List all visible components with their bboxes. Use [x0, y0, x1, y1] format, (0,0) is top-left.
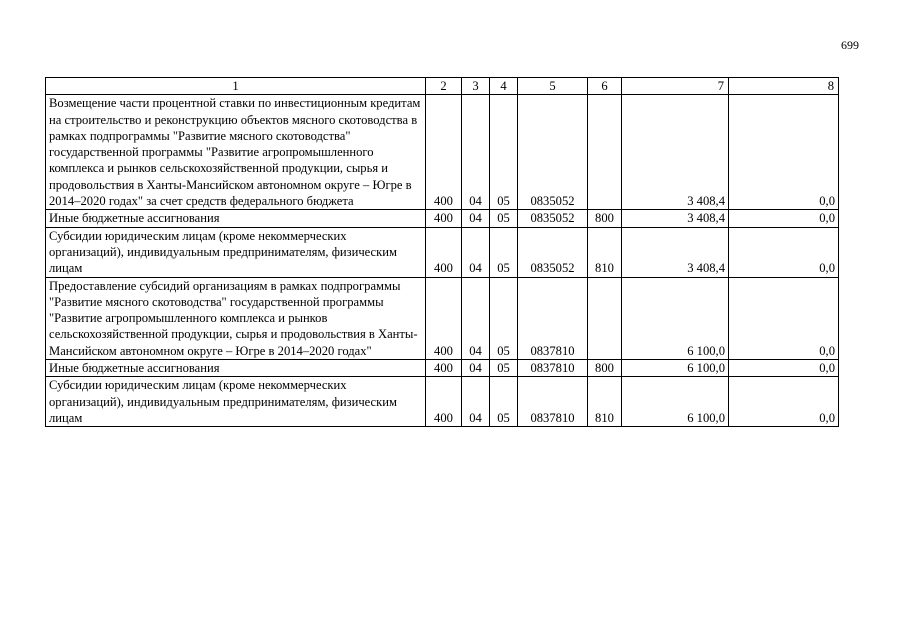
- cell-subsection: 05: [490, 95, 518, 210]
- column-header: 6: [588, 78, 622, 95]
- cell-target-code: 0835052: [518, 210, 588, 227]
- cell-ministry: 400: [426, 210, 462, 227]
- cell-expense-type: 800: [588, 360, 622, 377]
- table-row: [46, 210, 839, 227]
- table-row: [46, 277, 839, 359]
- cell-amount-2: 0,0: [729, 227, 839, 277]
- row-name: Субсидии юридическим лицам (кроме некоммерческих организаций), индивидуальным предпринимателям, физическим лицам: [46, 377, 426, 427]
- cell-amount-2: 0,0: [729, 95, 839, 210]
- column-header: 2: [426, 78, 462, 95]
- cell-amount: 6 100,0: [622, 277, 729, 359]
- cell-section: 04: [462, 277, 490, 359]
- cell-section: 04: [462, 210, 490, 227]
- cell-subsection: 05: [490, 277, 518, 359]
- row-name: Иные бюджетные ассигнования: [46, 210, 426, 227]
- table-row: [46, 360, 839, 377]
- row-name: Иные бюджетные ассигнования: [46, 360, 426, 377]
- cell-section: 04: [462, 377, 490, 427]
- cell-subsection: 05: [490, 360, 518, 377]
- cell-section: 04: [462, 227, 490, 277]
- cell-expense-type: [588, 277, 622, 359]
- cell-amount-2: 0,0: [729, 360, 839, 377]
- cell-amount: 6 100,0: [622, 377, 729, 427]
- cell-subsection: 05: [490, 377, 518, 427]
- cell-amount-2: 0,0: [729, 210, 839, 227]
- cell-ministry: 400: [426, 227, 462, 277]
- column-header: 3: [462, 78, 490, 95]
- cell-ministry: 400: [426, 277, 462, 359]
- cell-amount-2: 0,0: [729, 277, 839, 359]
- table-row: [46, 95, 839, 210]
- page-number: 699: [841, 38, 859, 52]
- cell-amount-2: 0,0: [729, 377, 839, 427]
- cell-ministry: 400: [426, 360, 462, 377]
- table-header-row: [46, 78, 839, 95]
- cell-amount: 3 408,4: [622, 95, 729, 210]
- column-header: 1: [46, 78, 426, 95]
- cell-expense-type: 810: [588, 377, 622, 427]
- column-header: 7: [622, 78, 729, 95]
- column-header: 8: [729, 78, 839, 95]
- column-header: 4: [490, 78, 518, 95]
- cell-expense-type: [588, 95, 622, 210]
- cell-amount: 3 408,4: [622, 210, 729, 227]
- cell-expense-type: 810: [588, 227, 622, 277]
- cell-target-code: 0837810: [518, 360, 588, 377]
- cell-ministry: 400: [426, 377, 462, 427]
- row-name: Возмещение части процентной ставки по инвестиционным кредитам на строительство и реконструкцию объектов мясного скотоводства в рамках подпрограммы "Развитие мясного скотоводства" государственной программы "Развитие агропромышленного комплекса и рынков сельскохозяйственной продукции, сырья и продовольствия в Ханты-Мансийском автономном округе – Югре в 2014–2020 годах" за счет средств федерального бюджета: [46, 95, 426, 210]
- budget-table: [45, 77, 839, 427]
- cell-amount: 3 408,4: [622, 227, 729, 277]
- cell-target-code: 0835052: [518, 95, 588, 210]
- cell-section: 04: [462, 95, 490, 210]
- row-name: Субсидии юридическим лицам (кроме некоммерческих организаций), индивидуальным предпринимателям, физическим лицам: [46, 227, 426, 277]
- cell-target-code: 0837810: [518, 277, 588, 359]
- row-name: Предоставление субсидий организациям в рамках подпрограммы "Развитие мясного скотоводства" государственной программы "Развитие агропромышленного комплекса и рынков сельскохозяйственной продукции, сырья и продовольствия в Ханты-Мансийском автономном округе – Югре в 2014–2020 годах": [46, 277, 426, 359]
- table-row: [46, 227, 839, 277]
- column-header: 5: [518, 78, 588, 95]
- cell-target-code: 0837810: [518, 377, 588, 427]
- cell-ministry: 400: [426, 95, 462, 210]
- cell-amount: 6 100,0: [622, 360, 729, 377]
- table-row: [46, 377, 839, 427]
- cell-section: 04: [462, 360, 490, 377]
- cell-subsection: 05: [490, 210, 518, 227]
- cell-subsection: 05: [490, 227, 518, 277]
- cell-target-code: 0835052: [518, 227, 588, 277]
- cell-expense-type: 800: [588, 210, 622, 227]
